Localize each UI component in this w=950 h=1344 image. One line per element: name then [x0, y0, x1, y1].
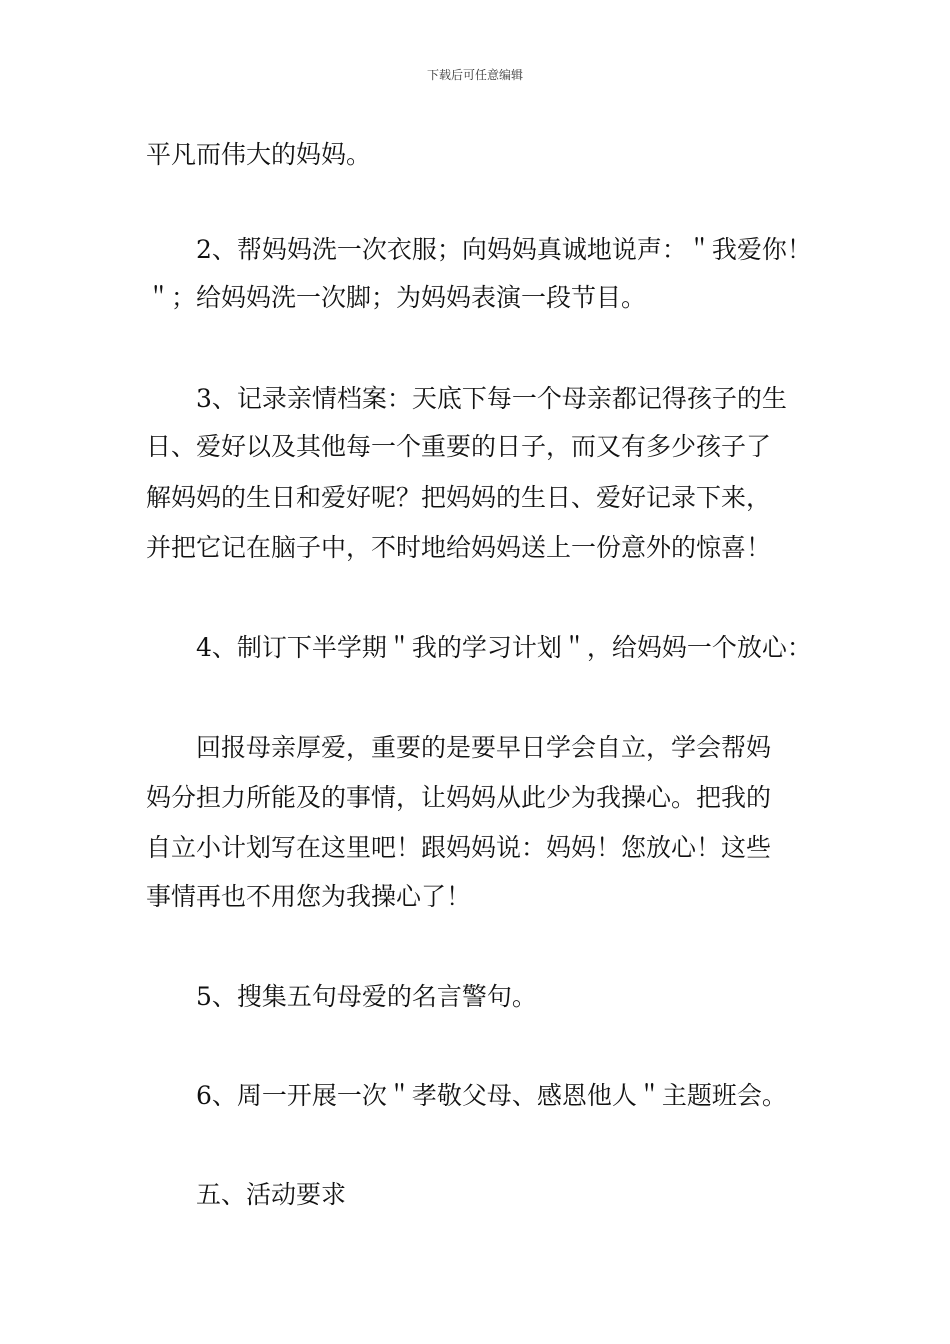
paragraph-line: 4、制订下半学期＂我的学习计划＂，给妈妈一个放心：: [196, 633, 812, 662]
paragraph-line: 并把它记在脑子中，不时地给妈妈送上一份意外的惊喜！: [146, 533, 772, 562]
paragraph-line: 解妈妈的生日和爱好呢？把妈妈的生日、爱好记录下来，: [146, 483, 772, 512]
paragraph-line: 3、记录亲情档案：天底下每一个母亲都记得孩子的生: [196, 384, 787, 413]
paragraph-line: 回报母亲厚爱，重要的是要早日学会自立，学会帮妈: [196, 733, 772, 762]
paragraph-line: 自立小计划写在这里吧！跟妈妈说：妈妈！您放心！这些: [146, 833, 772, 862]
paragraph-line: 2、帮妈妈洗一次衣服；向妈妈真诚地说声：＂我爱你！: [196, 235, 812, 264]
paragraph-line: 5、搜集五句母爱的名言警句。: [196, 982, 537, 1011]
section-heading: 五、活动要求: [196, 1180, 347, 1209]
paragraph-line: ＂；给妈妈洗一次脚；为妈妈表演一段节目。: [146, 283, 647, 312]
paragraph-line: 事情再也不用您为我操心了！: [146, 882, 472, 911]
paragraph-line: 平凡而伟大的妈妈。: [146, 140, 372, 169]
paragraph-line: 6、周一开展一次＂孝敬父母、感恩他人＂主题班会。: [196, 1081, 787, 1110]
page-header: 下载后可任意编辑: [426, 68, 523, 82]
paragraph-line: 日、爱好以及其他每一个重要的日子，而又有多少孩子了: [146, 432, 772, 461]
paragraph-line: 妈分担力所能及的事情，让妈妈从此少为我操心。把我的: [146, 783, 772, 812]
